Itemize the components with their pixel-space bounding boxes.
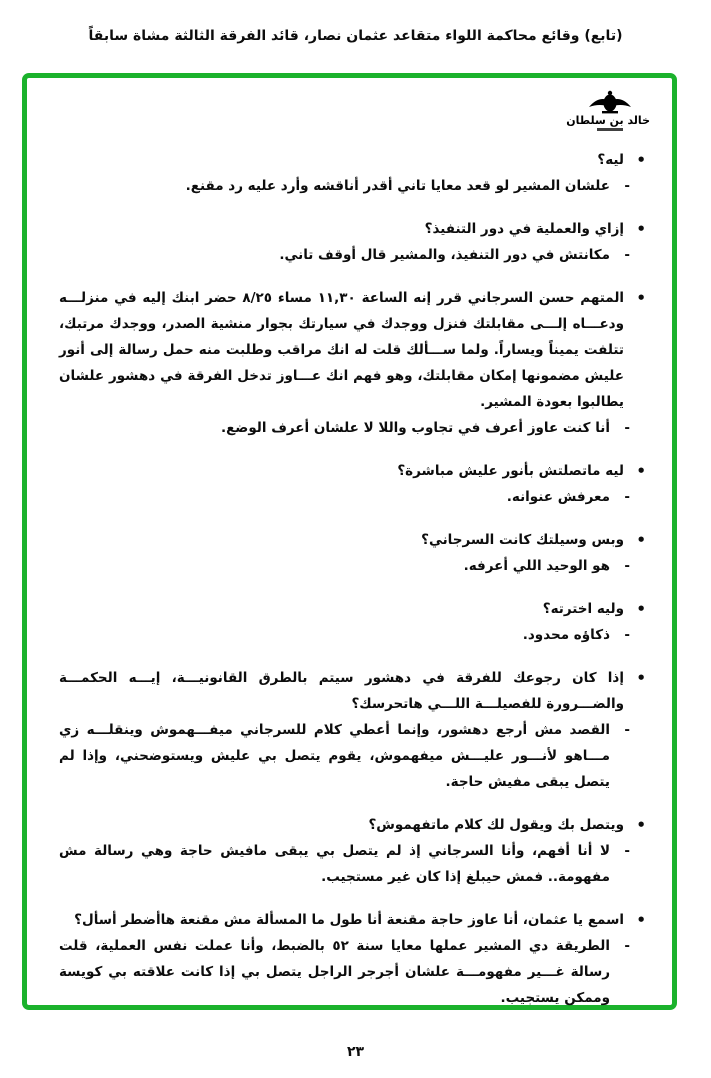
answer-line <box>59 553 630 579</box>
question-text: المتهم حسن السرجاني قرر إنه الساعة ١١,٣٠ مساء ٨/٢٥ حضر ابنك إليه في منزلـــه ودعـــاه إلـــى مقابلتك فنزل ووجدك في سيارتك بجوار منشية الصدر، ووجدك مرتبك، تتلفت يميناً ويساراً. ولما ســـألك قلت له انك مراقب وطلبت منه حمل رسالة إلى أنور عليش مضمونها إمكان مقابلتك، وهو فهم انك عـــاوز تدخل الفرقة في دهشور علشان يطالبوا بعودة المشير. <box>59 290 625 410</box>
bullet-marker: • <box>636 462 646 480</box>
answer-line <box>59 933 630 1011</box>
question-line <box>59 665 646 717</box>
answer-text: لا أنا أفهم، وأنا السرجاني إذ لم يتصل بي يبقى مافيش حاجة وهي رسالة مش مفهومة.. فمش حيبلغ إذا كان غير مستجيب. <box>59 843 610 885</box>
qa-group <box>59 527 646 579</box>
answer-text: القصد مش أرجع دهشور، وإنما أعطي كلام للسرجاني ميفـــهموش وينقلـــه زي مـــاهو لأنـــور عليـــش ميفهموش، يقوم يتصل بي عليش ويستوضحني، وإذا لم يتصل يبقى مفيش حاجة. <box>59 722 610 790</box>
document-border <box>22 73 677 1010</box>
qa-list <box>27 141 672 1011</box>
qa-group <box>59 285 646 441</box>
question-line <box>59 907 646 933</box>
dash-marker: - <box>624 247 630 263</box>
answer-text: هو الوحيد اللي أعرفه. <box>463 558 610 574</box>
question-text: ويتصل بك ويقول لك كلام ماتفهموش؟ <box>368 817 624 833</box>
answer-line <box>59 415 630 441</box>
page-number: ٢٣ <box>346 1044 365 1060</box>
qa-group <box>59 147 646 199</box>
bullet-marker: • <box>636 669 646 687</box>
bullet-marker: • <box>636 220 646 238</box>
answer-text: ذكاؤه محدود. <box>522 627 610 643</box>
dash-marker: - <box>624 178 630 194</box>
qa-group <box>59 812 646 890</box>
qa-group <box>59 458 646 510</box>
bullet-marker: • <box>636 531 646 549</box>
question-text: إذا كان رجوعك للفرقة في دهشور سيتم بالطرق القانونيـــة، إيـــه الحكمـــة والضـــرورة للفصيلـــة اللـــي هاتحرسك؟ <box>59 670 624 712</box>
answer-text: الطريقة دي المشير عملها معايا سنة ٥٢ بالضبط، وأنا عملت نفس العملية، قلت رسالة غـــير مفهومـــة علشان أجرجر الراجل يتصل بي إذا كانت علاقته بي كويسة وممكن يستجيب. <box>59 938 610 1006</box>
question-line <box>59 812 646 838</box>
bullet-marker: • <box>636 289 646 307</box>
question-line <box>59 285 646 415</box>
dash-marker: - <box>624 420 630 436</box>
question-line <box>59 147 646 173</box>
stamp-flourish <box>597 128 623 131</box>
answer-line <box>59 484 630 510</box>
bullet-marker: • <box>636 600 646 618</box>
question-line <box>59 527 646 553</box>
dash-marker: - <box>624 722 630 738</box>
answer-line <box>59 717 630 795</box>
answer-text: معرفش عنوانه. <box>506 489 610 505</box>
dash-marker: - <box>624 938 630 954</box>
answer-line <box>59 838 630 890</box>
qa-group <box>59 596 646 648</box>
answer-text: أنا كنت عاوز أعرف في تجاوب واللا لا علشان أعرف الوضع. <box>220 420 610 436</box>
qa-group <box>59 907 646 1011</box>
answer-text: علشان المشير لو قعد معايا تاني أقدر أناقشه وأرد عليه رد مقنع. <box>185 178 610 194</box>
question-line <box>59 596 646 622</box>
bullet-marker: • <box>636 911 646 929</box>
question-text: اسمع يا عثمان، أنا عاوز حاجة مقنعة أنا طول ما المسألة مش مقنعة هاأضطر أسأل؟ <box>74 912 624 928</box>
crest-icon <box>570 90 650 116</box>
question-text: إزاي والعملية في دور التنفيذ؟ <box>424 221 624 237</box>
answer-text: مكانتش في دور التنفيذ، والمشير قال أوقف تاني. <box>279 247 610 263</box>
bullet-marker: • <box>636 816 646 834</box>
qa-group <box>59 665 646 795</box>
bullet-marker: • <box>636 151 646 169</box>
question-text: ليه؟ <box>597 152 624 168</box>
question-line <box>59 216 646 242</box>
question-line <box>59 458 646 484</box>
stamp-name: خالد بن سلطان <box>566 114 650 127</box>
dash-marker: - <box>624 558 630 574</box>
answer-line <box>59 622 630 648</box>
dash-marker: - <box>624 843 630 859</box>
question-text: وليه اخترته؟ <box>542 601 624 617</box>
question-text: ليه ماتصلتش بأنور عليش مباشرة؟ <box>397 463 624 479</box>
question-text: وبس وسيلتك كانت السرجاني؟ <box>421 532 624 548</box>
answer-line <box>59 242 630 268</box>
dash-marker: - <box>624 627 630 643</box>
dash-marker: - <box>624 489 630 505</box>
publisher-stamp <box>566 90 650 131</box>
qa-group <box>59 216 646 268</box>
page-header: (تابع) وقائع محاكمة اللواء متقاعد عثمان نصار، قائد الفرقة الثالثة مشاة سابقاً <box>88 28 623 44</box>
answer-line <box>59 173 630 199</box>
